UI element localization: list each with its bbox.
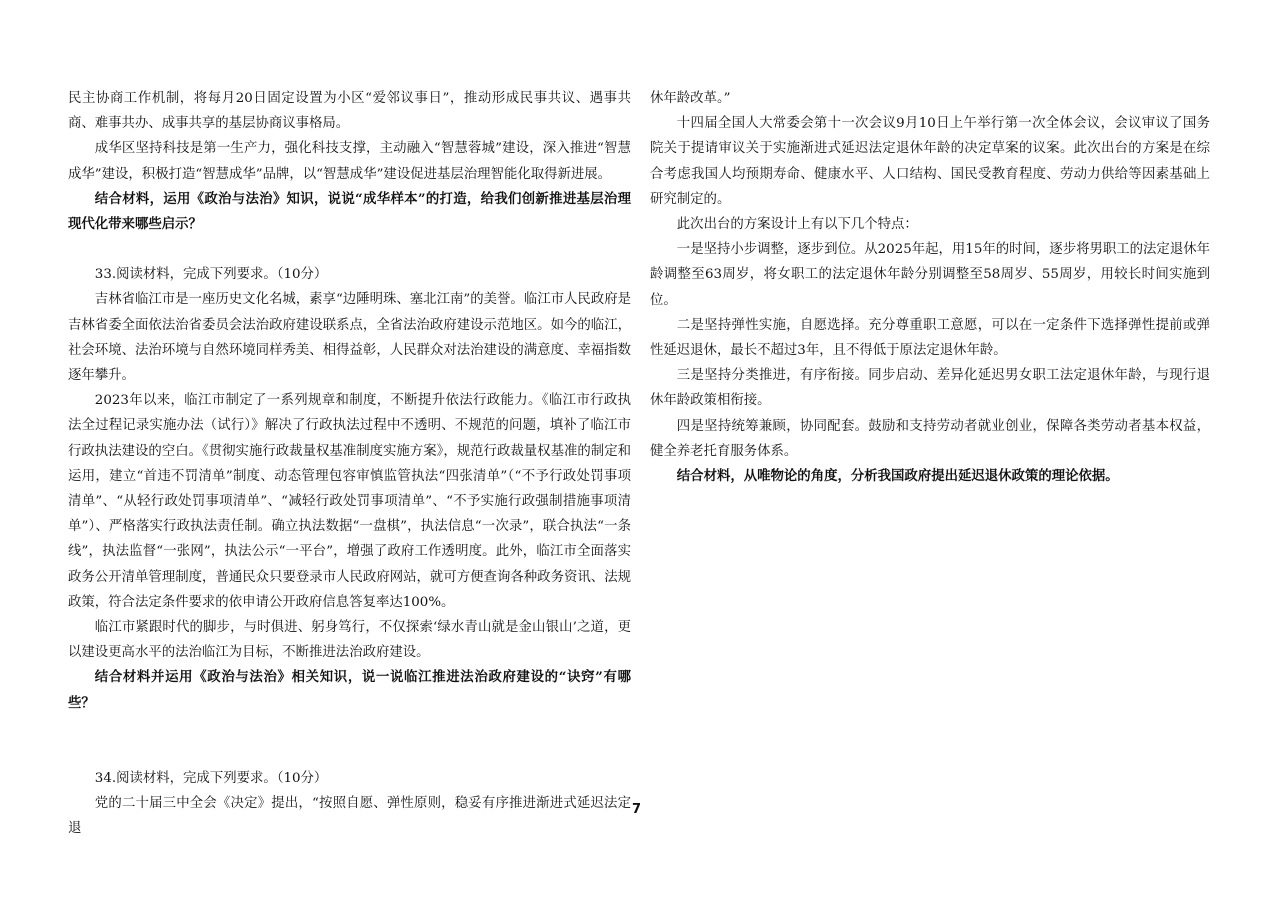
question-33-header: 33.阅读材料，完成下列要求。（10分） [94,267,328,283]
paragraph-decision: 党的二十届三中全会《决定》提出，“按照自愿、弹性原则，稳妥有序推进渐进式延迟法定退 [68,796,631,837]
question-34-header: 34.阅读材料，完成下列要求。（10分） [94,770,328,786]
paragraph-chenghua-tech: 成华区坚持科技是第一生产力，强化科技支撑，主动融入“智慧蓉城”建设，深入推进“智慧成华”建设，积极打造“智慧成华”品牌，以“智慧成华”建设促进基层治理智能化取得新进展。 [68,141,631,182]
paragraph-linjiang-progress: 临江市紧跟时代的脚步，与时俱进、躬身笃行，不仅探索‘绿水青山就是金山银山’之道，更以建设更高水平的法治临江为目标，不断推进法治政府建设。 [68,620,631,661]
paragraph-continued-right: 休年龄改革。” [650,91,731,106]
paragraph-feature-3: 三是坚持分类推进，有序衔接。同步启动、差异化延迟男女职工法定退休年龄，与现行退休年龄政策相衔接。 [650,368,1210,409]
paragraph-feature-2: 二是坚持弹性实施，自愿选择。充分尊重职工意愿，可以在一定条件下选择弹性提前或弹性延迟退休，最长不超过3年，且不得低于原法定退休年龄。 [650,317,1210,359]
paragraph-feature-1: 一是坚持小步调整，逐步到位。从2025年起，用15年的时间，逐步将男职工的法定退休年龄调整至63周岁，将女职工的法定退休年龄分别调整至58周岁、55周岁，用较长时间实施到位。 [650,242,1210,308]
question-32: 结合材料，运用《政治与法治》知识，说说“成华样本”的打造，给我们创新推进基层治理现代化带来哪些启示？ [68,190,631,233]
paragraph-continued: 民主协商工作机制，将每月20日固定设置为小区“爱邻议事日”，推动形成民事共议、遇事共商、难事共办、成事共享的基层协商议事格局。 [68,91,631,132]
left-column [68,86,631,841]
right-column [650,86,1210,489]
paragraph-npc-meeting: 十四届全国人大常委会第十一次会议9月10日上午举行第一次全体会议，会议审议了国务院关于提请审议关于实施渐进式延迟法定退休年龄的决定草案的议案。此次出台的方案是在综合考虑我国人均预期寿命、健康水平、人口结构、国民受教育程度、劳动力供给等因素基础上研究制定的。 [650,116,1210,207]
question-33: 结合材料并运用《政治与法治》相关知识，说一说临江推进法治政府建设的“诀窍”有哪些？ [68,669,631,711]
paragraph-linjiang-intro: 吉林省临江市是一座历史文化名城，素享“边陲明珠、塞北江南”的美誉。临江市人民政府是吉林省委全面依法治省委员会法治政府建设联系点，全省法治政府建设示范地区。如今的临江，社会环境、法治环境与自然环境同样秀美、相得益彰，人民群众对法治建设的满意度、幸福指数逐年攀升。 [68,292,631,384]
page-number: 7 [631,802,642,817]
question-34: 结合材料，从唯物论的角度，分析我国政府提出延迟退休政策的理论依据。 [676,468,1119,485]
paragraph-linjiang-2023: 2023年以来，临江市制定了一系列规章和制度，不断提升依法行政能力。《临江市行政执法全过程记录实施办法（试行）》解决了行政执法过程中不透明、不规范的问题，填补了临江市行政执法建设的空白。《贯彻实施行政裁量权基准制度实施方案》，规范行政裁量权基准的制定和运用，建立“首违不罚清单”制度、动态管理包容审慎监管执法“四张清单”（“不予行政处罚事项清单”、“从轻行政处罚事项清单”、“减轻行政处罚事项清单”、“不予实施行政强制措施事项清单”）、严格落实行政执法责任制。确立执法数据“一盘棋”，执法信息“一次录”，联合执法“一条线”，执法监督“一张网”，执法公示“一平台”，增强了政府工作透明度。此外，临江市全面落实政务公开清单管理制度，普通民众只要登录市人民政府网站，就可方便查询各种政务资讯、法规政策，符合法定条件要求的依申请公开政府信息答复率达100%。 [68,393,631,610]
paragraph-features-intro: 此次出台的方案设计上有以下几个特点： [676,217,918,233]
paragraph-feature-4: 四是坚持统筹兼顾，协同配套。鼓励和支持劳动者就业创业，保障各类劳动者基本权益，健全养老托育服务体系。 [650,418,1210,459]
